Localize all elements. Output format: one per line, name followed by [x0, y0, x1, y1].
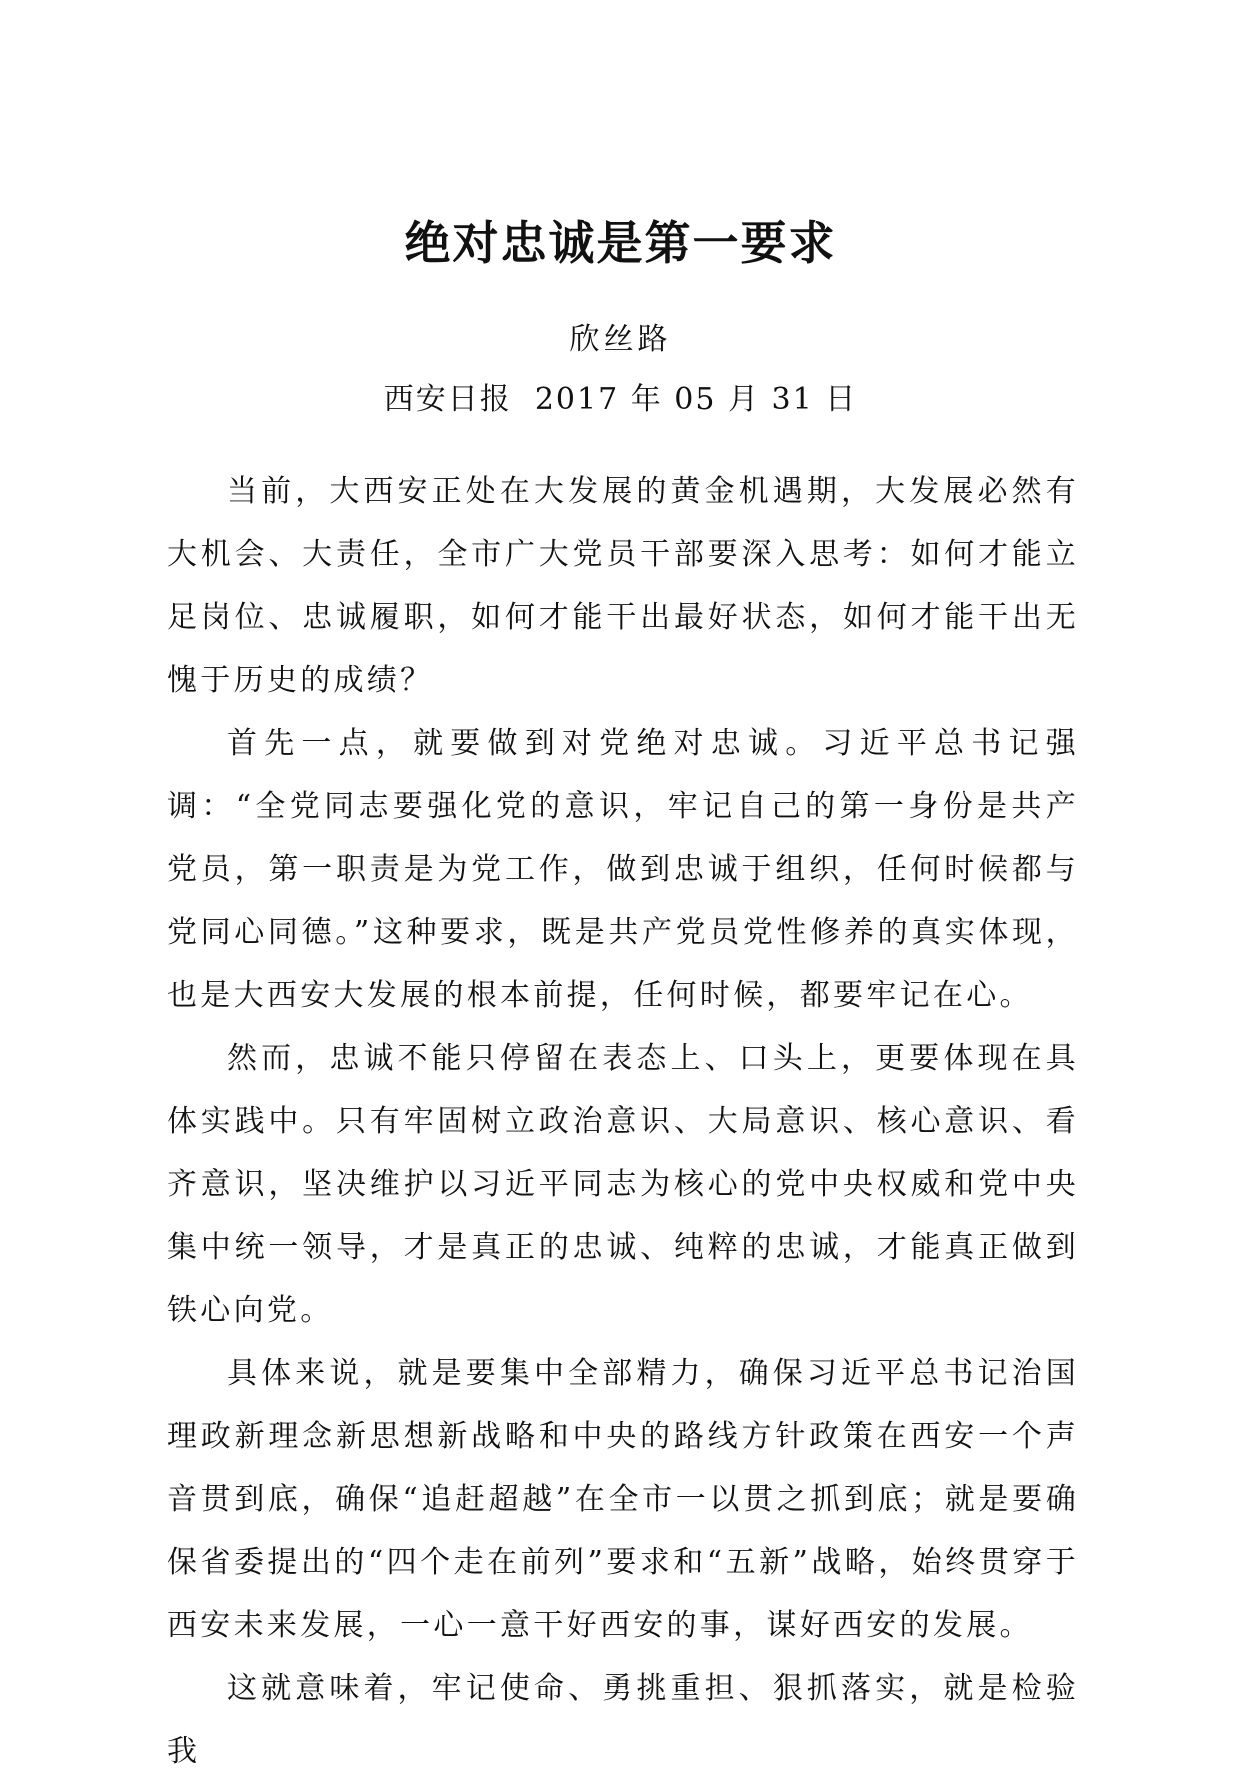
paragraph: 当前，大西安正处在大发展的黄金机遇期，大发展必然有大机会、大责任，全市广大党员干部要深入思考：如何才能立足岗位、忠诚履职，如何才能干出最好状态，如何才能干出无愧于历史的成绩？	[167, 474, 1079, 698]
paragraph: 然而，忠诚不能只停留在表态上、口头上，更要体现在具体实践中。只有牢固树立政治意识、大局意识、核心意识、看齐意识，坚决维护以习近平同志为核心的党中央权威和党中央集中统一领导，才是真正的忠诚、纯粹的忠诚，才能真正做到铁心向党。	[167, 1041, 1079, 1328]
paragraph: 首先一点，就要做到对党绝对忠诚。习近平总书记强调：“全党同志要强化党的意识，牢记自己的第一身份是共产党员，第一职责是为党工作，做到忠诚于组织，任何时候都与党同心同德。”这种要求，既是共产党员党性修养的真实体现，也是大西安大发展的根本前提，任何时候，都要牢记在心。	[167, 726, 1079, 1013]
article-source: 西安日报 2017 年 05 月 31 日	[383, 382, 858, 417]
paragraph: 这就意味着，牢记使命、勇挑重担、狠抓落实，就是检验我	[167, 1671, 1079, 1769]
article-author: 欣丝路	[569, 322, 672, 357]
paragraph: 具体来说，就是要集中全部精力，确保习近平总书记治国理政新理念新思想新战略和中央的路线方针政策在西安一个声音贯到底，确保“追赶超越”在全市一以贯之抓到底；就是要确保省委提出的“四个走在前列”要求和“五新”战略，始终贯穿于西安未来发展，一心一意干好西安的事，谋好西安的发展。	[167, 1356, 1079, 1643]
article-title: 绝对忠诚是第一要求	[404, 216, 837, 270]
article-body	[167, 460, 1079, 1783]
